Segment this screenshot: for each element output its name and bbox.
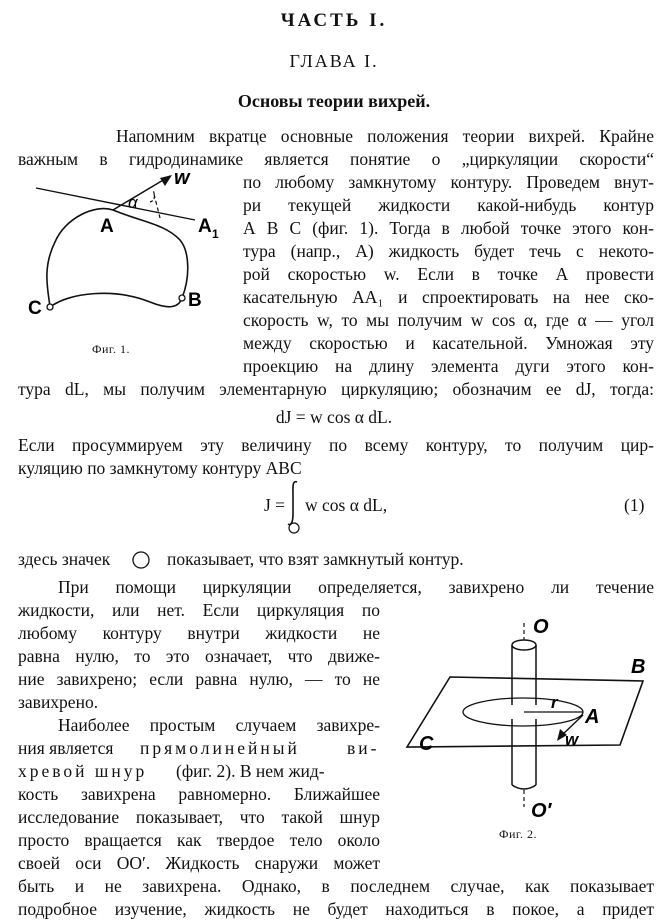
text-line: здесь значек [18,549,111,569]
fig1-label-a1: A [198,216,212,237]
fig2-label-r: r [551,693,558,712]
text-line: тура dL, мы получим элементарную циркуляцию; обозначим ее dJ, тогда: [18,379,654,399]
text-line: между скоростью и касательной. Умножая эту [243,333,654,353]
figure-2-caption: Фиг. 2. [499,827,537,841]
angle-arc [150,190,154,202]
text-line: скорость w, то мы получим w cos α, где α — угол [243,310,654,330]
equation-dj: dJ = w cos α dL. [275,407,393,427]
cylinder-top-part [512,645,536,705]
text-line: просто вращается как твердое тело около [18,830,380,850]
fig2-label-o: O [533,616,549,638]
text-line: ние завихрено; если равна нулю, — то не [18,669,380,689]
text-line: А В С (фиг. 1). Тогда в любой точке этого кон- [243,218,654,238]
fig1-label-a1-sub: 1 [212,227,219,241]
emphasized-term: прямолинейный [140,738,300,758]
tangent-line [36,188,195,220]
text-line: любому контуру внутри жидкости не [18,623,380,643]
section-heading: Основы теории вихрей. [237,91,431,111]
fig2-label-o-prime: O′ [531,800,552,822]
text-line: куляцию по замкнутому контуру АВС [18,458,302,478]
text-line: проекцию на длину элемента дуги этого кон- [243,356,654,376]
projection-dash [154,194,160,218]
fig2-label-b: B [631,656,646,678]
emphasized-term: хревой шнур [18,761,148,781]
text-line: кость завихрена равномерно. Ближайшее [18,784,380,804]
fig2-label-c: C [419,733,434,755]
fig2-label-a: A [585,706,600,728]
text-line: Напомним вкратце основные положения теории вихрей. Крайне [116,126,654,146]
text-line: ния является [18,738,114,758]
part-heading: ЧАСТЬ I. [280,10,388,31]
figure-1-caption: Фиг. 1. [92,342,130,356]
fig1-label-b: B [188,290,202,311]
text-line: касательную АА₁ и спроектировать на нее ско- [243,287,654,307]
figure-1 [10,160,240,360]
fig1-label-alpha: α [128,193,138,212]
fig1-label-a: A [100,216,114,237]
text-line: рой скоростью w. Если в точке А провести [243,264,654,284]
contour-diagram [10,160,240,360]
emphasized-term: ви- [347,738,380,758]
closed-contour [47,209,188,307]
text-line: важным в гидродинамике является понятие о „циркуляции скорости“ [18,149,654,169]
fig1-label-c: C [28,298,42,319]
text-line: тура (напр., А) жидкость будет течь с некото- [243,241,654,261]
text-line: своей оси ОО′. Жидкость снаружи может [18,853,380,873]
equation-number: (1) [624,495,645,515]
figure-2 [395,605,657,845]
text-line: (фиг. 2). В нем жид- [176,761,325,781]
vortex-cord-diagram [395,605,657,845]
fig2-label-w: w [565,730,579,749]
circle-symbol-icon [131,550,151,570]
equation-rhs: w cos α dL, [305,495,388,515]
text-line: Если просуммируем эту величину по всему контуру, то получим цир- [18,435,654,455]
text-line: завихрено. [18,692,99,712]
velocity-arrowhead [160,175,172,186]
contour-integral-icon [286,478,302,536]
text-line: При помощи циркуляции определяется, завихрено ли течение [58,577,654,597]
velocity-vector [113,176,170,210]
text-line: жидкости, или нет. Если циркуляция по [18,600,380,620]
text-line: Наиболее простым случаем завихре- [58,715,380,735]
text-line: по любому замкнутому контуру. Проведем внут- [243,172,654,192]
cylinder-bottom-part [512,719,536,785]
text-line: равна нулю, то это означает, что движе- [18,646,380,666]
text-line: подробное изучение, жидкость не будет находиться в покое, а придет [18,899,654,919]
text-line: исследование показывает, что такой шнур [18,807,380,827]
cylinder-top [512,640,536,650]
text-line: ри текущей жидкости какой-нибудь контур [243,195,654,215]
chapter-heading: ГЛАВА I. [289,51,379,71]
text-line: быть и не завихрена. Однако, в последнем случае, как показывает [18,876,654,896]
fig1-label-w: w [174,167,190,189]
text-line: показывает, что взят замкнутый контур. [167,549,464,569]
equation-lhs: J = [264,495,286,515]
